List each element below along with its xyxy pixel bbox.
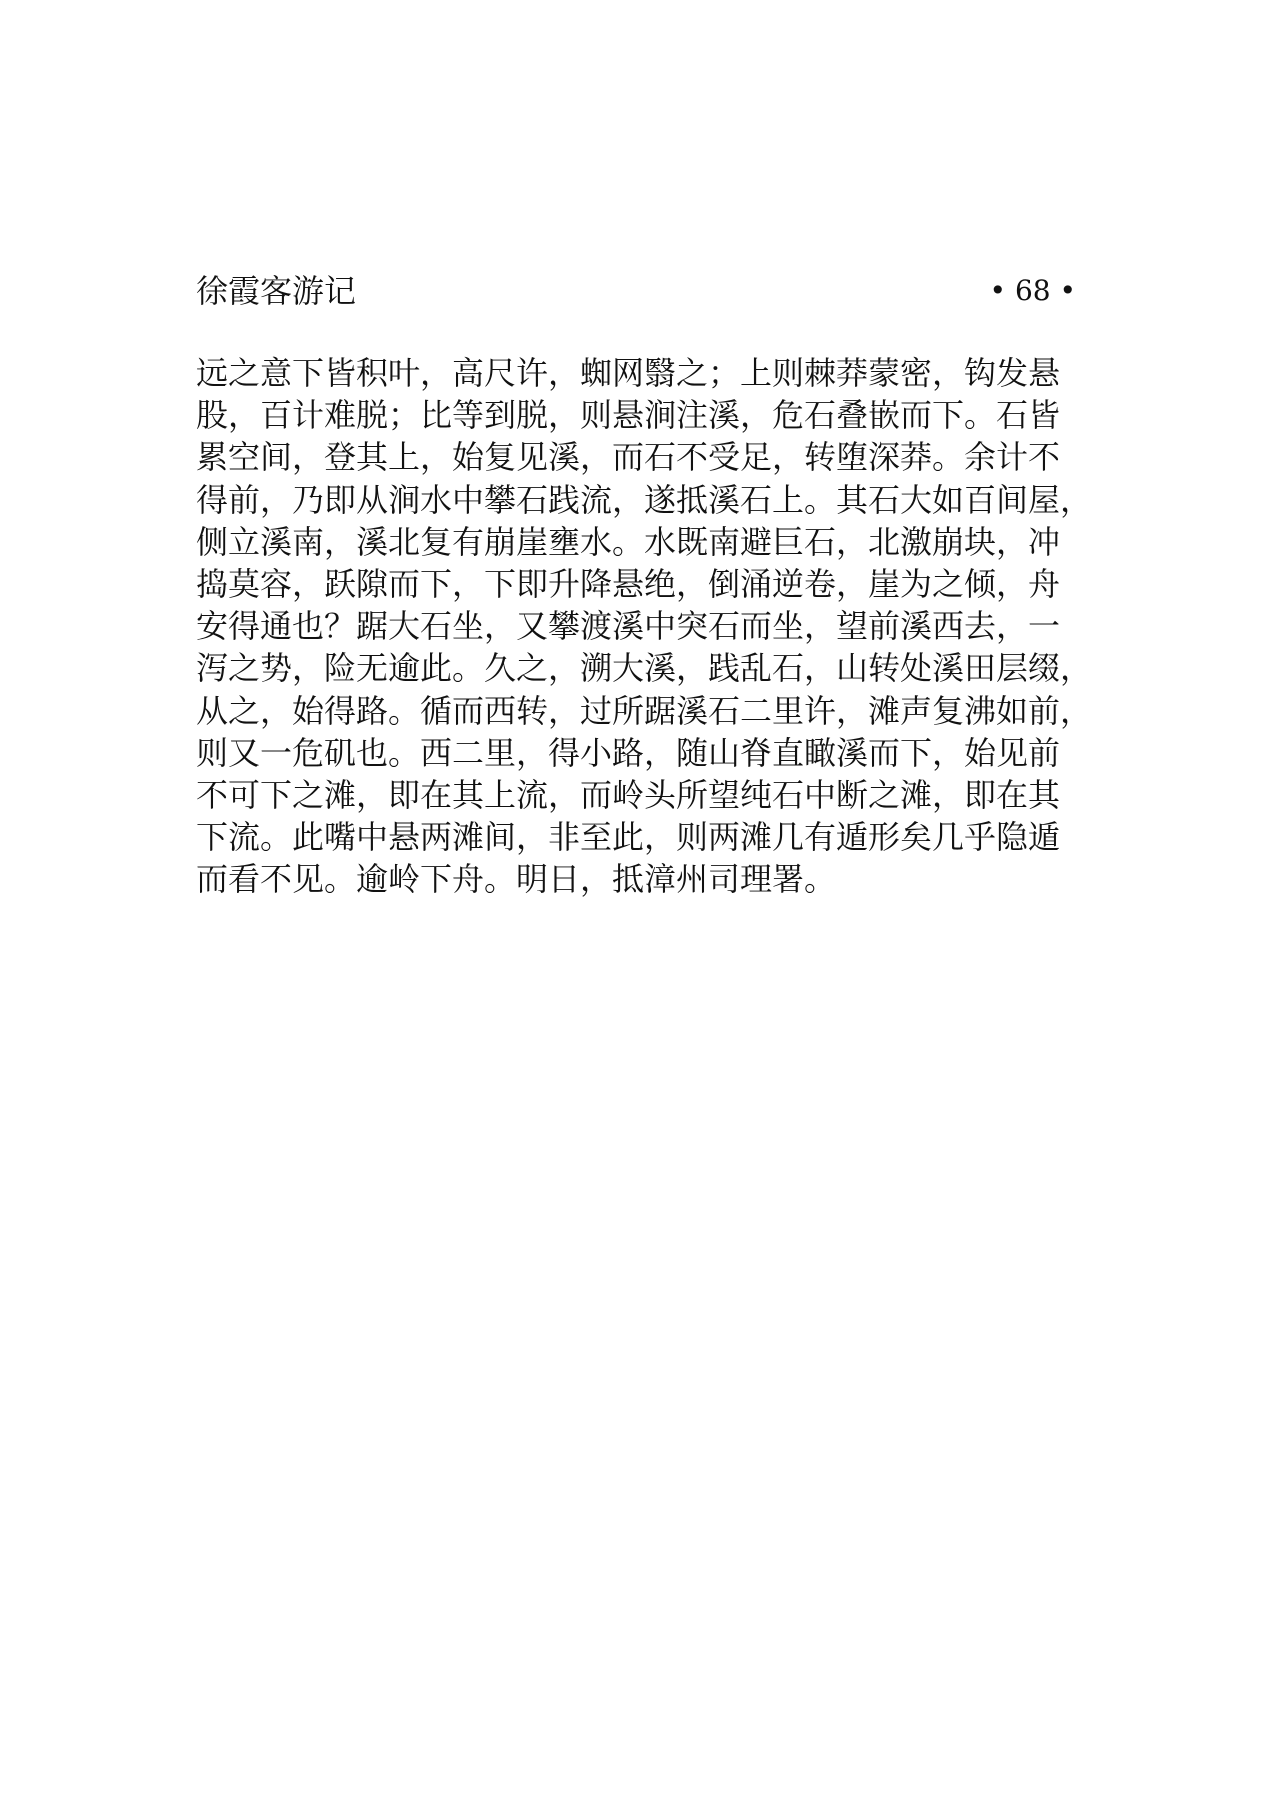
text-line: 侧立溪南，溪北复有崩崖壅水。水既南避巨石，北激崩块，冲 — [196, 522, 1061, 561]
page-number: • 68 • — [989, 274, 1076, 307]
running-header — [196, 266, 1086, 316]
text-line: 远之意下皆积叶，高尺许，蜘网翳之；上则棘莽蒙密，钩发悬 — [196, 354, 1061, 392]
text-line: 安得通也？踞大石坐，又攀渡溪中突石而坐，望前溪西去，一 — [196, 607, 1061, 646]
book-title: 徐霞客游记 — [196, 272, 357, 310]
text-line: 则又一危矶也。西二里，得小路，随山脊直瞰溪而下，始见前 — [196, 733, 1061, 772]
text-line: 得前，乃即从涧水中攀石践流，遂抵溪石上。其石大如百间屋， — [196, 480, 1093, 519]
text-line: 股，百计难脱；比等到脱，则悬涧注溪，危石叠嵌而下。石皆 — [196, 396, 1061, 435]
text-line: 下流。此嘴中悬两滩间，非至此，则两滩几有遁形矣几乎隐遁 — [196, 818, 1061, 857]
text-line: 累空间，登其上，始复见溪，而石不受足，转堕深莽。余计不 — [196, 438, 1061, 477]
body-text — [196, 352, 1116, 900]
text-line: 捣莫容，跃隙而下，下即升降悬绝，倒涌逆卷，崖为之倾，舟 — [196, 564, 1061, 603]
text-line: 而看不见。逾岭下舟。明日，抵漳州司理署。 — [196, 860, 837, 899]
text-line: 不可下之滩，即在其上流，而岭头所望纯石中断之滩，即在其 — [196, 775, 1061, 814]
text-line: 从之，始得路。循而西转，过所踞溪石二里许，滩声复沸如前， — [196, 691, 1093, 730]
text-line: 泻之势，险无逾此。久之，溯大溪，践乱石，山转处溪田层缀， — [196, 649, 1093, 688]
